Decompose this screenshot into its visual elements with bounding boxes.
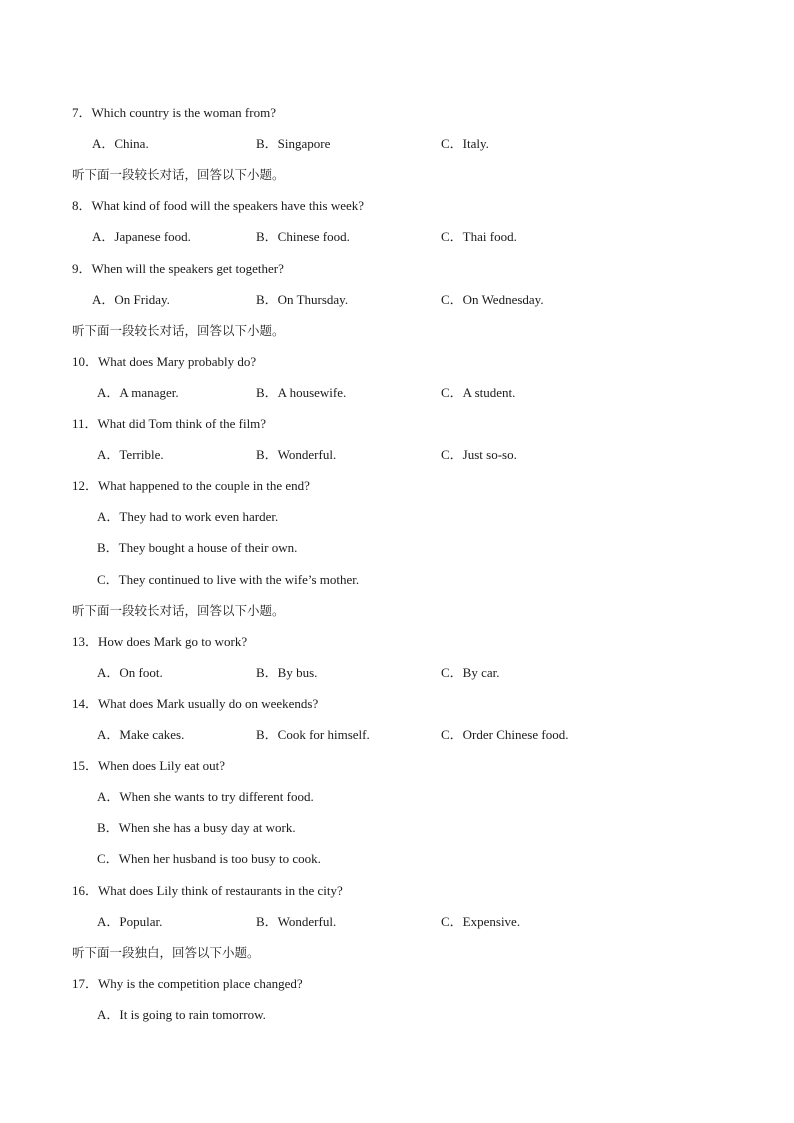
section-instruction: 听下面一段较长对话，回答以下小题。 — [72, 603, 285, 618]
option-a: A．China. — [92, 136, 149, 151]
option-line: B．They bought a house of their own. — [97, 540, 298, 555]
option-a: A．Terrible. — [97, 447, 164, 462]
option-b: B．By bus. — [256, 665, 318, 680]
option-line: B．When she has a busy day at work. — [97, 820, 296, 835]
section-instruction: 听下面一段较长对话，回答以下小题。 — [72, 323, 285, 338]
question-stem: 13．How does Mark go to work? — [72, 634, 248, 649]
question-stem: 15．When does Lily eat out? — [72, 758, 226, 773]
option-b: B．Chinese food. — [256, 229, 350, 244]
option-a: A．A manager. — [97, 385, 179, 400]
question-stem: 16．What does Lily think of restaurants in the city? — [72, 883, 343, 898]
option-line: C．They continued to live with the wife’s mother. — [97, 572, 360, 587]
question-stem: 7．Which country is the woman from? — [72, 105, 276, 120]
option-line: A．When she wants to try different food. — [97, 789, 314, 804]
option-c: C．Just so-so. — [441, 447, 517, 462]
option-c: C．By car. — [441, 665, 500, 680]
option-line: C．When her husband is too busy to cook. — [97, 851, 321, 866]
option-a: A．On Friday. — [92, 292, 170, 307]
option-a: A．On foot. — [97, 665, 163, 680]
question-stem: 8．What kind of food will the speakers have this week? — [72, 198, 365, 213]
option-b: B．Cook for himself. — [256, 727, 370, 742]
option-c: C．Italy. — [441, 136, 489, 151]
option-line: A．It is going to rain tomorrow. — [97, 1007, 266, 1022]
option-c: C．Expensive. — [441, 914, 521, 929]
option-b: B．Wonderful. — [256, 914, 337, 929]
option-b: B．On Thursday. — [256, 292, 349, 307]
option-line: A．They had to work even harder. — [97, 509, 279, 524]
question-stem: 10．What does Mary probably do? — [72, 354, 257, 369]
option-c: C．On Wednesday. — [441, 292, 544, 307]
question-stem: 14．What does Mark usually do on weekends? — [72, 696, 319, 711]
option-a: A．Popular. — [97, 914, 163, 929]
question-stem: 12．What happened to the couple in the end? — [72, 478, 310, 493]
option-a: A．Make cakes. — [97, 727, 185, 742]
section-instruction: 听下面一段较长对话，回答以下小题。 — [72, 167, 285, 182]
option-b: B．Singapore — [256, 136, 331, 151]
option-c: C．Order Chinese food. — [441, 727, 569, 742]
option-c: C．A student. — [441, 385, 516, 400]
question-stem: 9．When will the speakers get together? — [72, 261, 284, 276]
option-b: B．A housewife. — [256, 385, 347, 400]
option-c: C．Thai food. — [441, 229, 517, 244]
question-stem: 11．What did Tom think of the film? — [72, 416, 267, 431]
option-b: B．Wonderful. — [256, 447, 337, 462]
question-stem: 17．Why is the competition place changed? — [72, 976, 303, 991]
option-a: A．Japanese food. — [92, 229, 191, 244]
section-instruction: 听下面一段独白，回答以下小题。 — [72, 945, 260, 960]
